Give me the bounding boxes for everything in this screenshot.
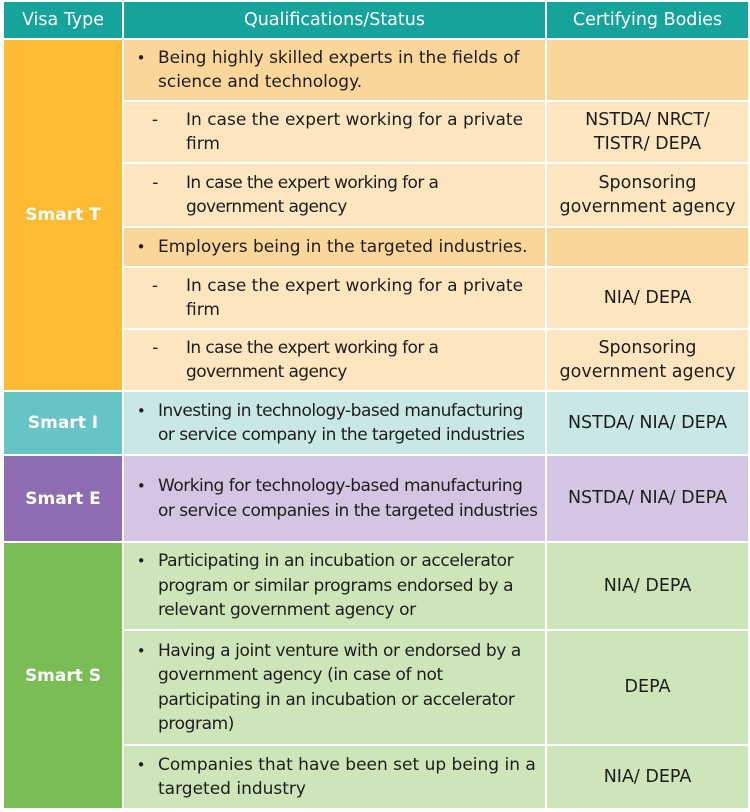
bullet-marker: • bbox=[136, 552, 146, 571]
header-certifying-bodies: Certifying Bodies bbox=[546, 1, 749, 39]
visa-type-smart-t: Smart T bbox=[3, 39, 123, 391]
certifying-line: NSTDA/ NRCT/ bbox=[585, 109, 710, 130]
dash-marker: - bbox=[151, 109, 159, 130]
table-row bbox=[3, 542, 749, 630]
table-row bbox=[3, 455, 749, 542]
qualification-cell bbox=[123, 455, 546, 542]
qualification-cell bbox=[123, 630, 546, 745]
bullet-marker: • bbox=[136, 401, 146, 420]
header-qualifications: Qualifications/Status bbox=[123, 1, 546, 39]
visa-type-smart-i: Smart I bbox=[3, 391, 123, 455]
certifying-cell bbox=[546, 39, 749, 101]
qualification-cell bbox=[123, 227, 546, 267]
table-row bbox=[3, 39, 749, 101]
dash-marker: - bbox=[152, 172, 158, 193]
bullet-marker: • bbox=[136, 477, 146, 495]
bullet-marker: • bbox=[136, 641, 146, 660]
qualification-text: In case the expert working for a government agency bbox=[186, 337, 439, 382]
certifying-cell bbox=[546, 101, 749, 163]
certifying-cell bbox=[546, 163, 749, 227]
qualification-cell bbox=[123, 542, 546, 630]
header-row bbox=[3, 1, 749, 39]
visa-qualifications-table bbox=[2, 0, 750, 810]
qualification-text: In case the expert working for a private firm bbox=[186, 109, 524, 154]
certifying-line: government agency bbox=[559, 197, 736, 217]
qualification-cell bbox=[123, 101, 546, 163]
bullet-marker: • bbox=[136, 48, 146, 67]
certifying-cell: NIA/ DEPA bbox=[546, 267, 749, 329]
qualification-cell bbox=[123, 163, 546, 227]
qualification-text: In case the expert working for a government agency bbox=[186, 172, 439, 217]
bullet-marker: • bbox=[136, 755, 146, 774]
certifying-cell: NSTDA/ NIA/ DEPA bbox=[546, 391, 749, 455]
qualification-text: Participating in an incubation or accelerator program or similar programs endorsed by a relevant government agency or bbox=[158, 551, 514, 621]
qualification-cell bbox=[123, 39, 546, 101]
bullet-marker: • bbox=[136, 237, 146, 256]
qualification-text: In case the expert working for a private firm bbox=[186, 275, 524, 320]
dash-marker: - bbox=[151, 275, 159, 296]
certifying-cell: NIA/ DEPA bbox=[546, 542, 749, 630]
header-visa-type: Visa Type bbox=[3, 1, 123, 39]
qualification-text: Being highly skilled experts in the fields of science and technology. bbox=[158, 47, 520, 92]
qualification-cell bbox=[123, 391, 546, 455]
qualification-text: Employers being in the targeted industries. bbox=[158, 236, 528, 257]
certifying-line: government agency bbox=[559, 362, 736, 382]
qualification-text: Having a joint venture with or endorsed by a government agency (in case of not participating in an incubation or accelerator program) bbox=[158, 640, 521, 734]
certifying-line: Sponsoring bbox=[598, 172, 697, 193]
certifying-cell: NIA/ DEPA bbox=[546, 745, 749, 809]
qualification-cell bbox=[123, 267, 546, 329]
certifying-cell bbox=[546, 227, 749, 267]
certifying-line: Sponsoring bbox=[598, 337, 697, 358]
table-row bbox=[3, 391, 749, 455]
certifying-cell bbox=[546, 329, 749, 391]
visa-type-smart-e: Smart E bbox=[3, 455, 123, 542]
certifying-cell: NSTDA/ NIA/ DEPA bbox=[546, 455, 749, 542]
qualification-cell bbox=[123, 329, 546, 391]
visa-type-smart-s: Smart S bbox=[3, 542, 123, 809]
qualification-text: Companies that have been set up being in a targeted industry bbox=[158, 754, 536, 799]
qualification-text: Investing in technology-based manufacturing or service company in the targeted industries bbox=[158, 400, 525, 445]
certifying-cell: DEPA bbox=[546, 630, 749, 745]
qualification-cell bbox=[123, 745, 546, 809]
qualification-text: Working for technology-based manufacturing or service companies in the targeted industries bbox=[158, 476, 538, 521]
certifying-line: TISTR/ DEPA bbox=[593, 134, 702, 154]
dash-marker: - bbox=[152, 337, 158, 358]
